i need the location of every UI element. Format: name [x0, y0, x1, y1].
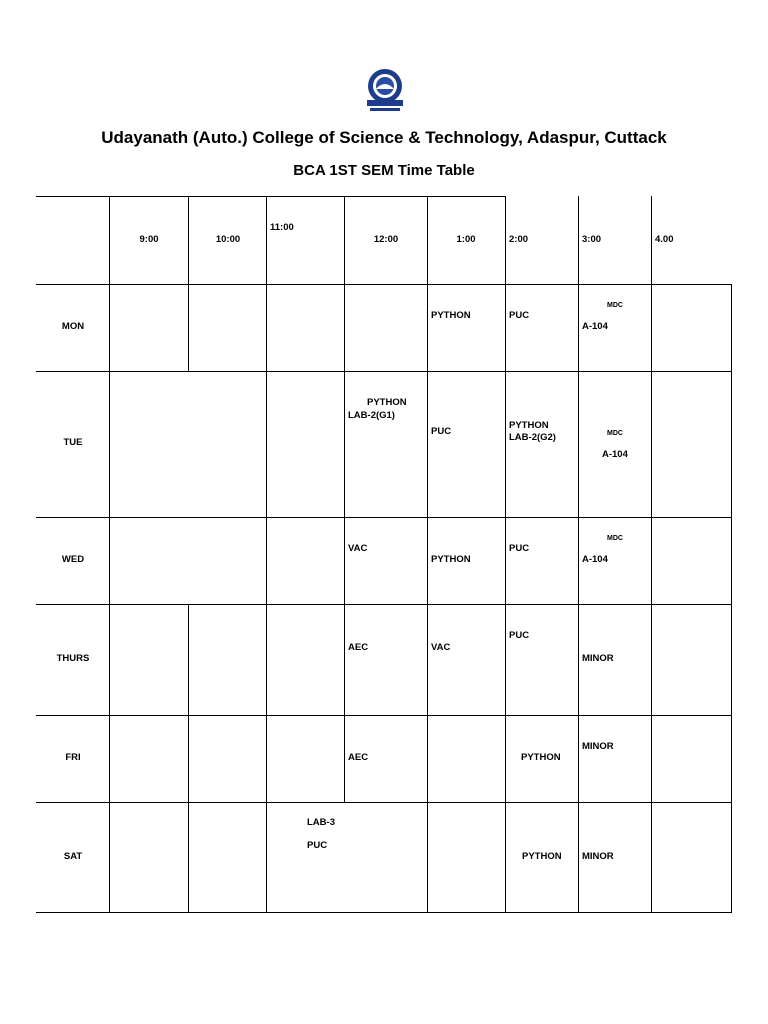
room-label: A-104	[582, 554, 608, 565]
day-label: FRI	[65, 752, 81, 763]
class-entry: AEC	[348, 752, 369, 763]
class-entry: PYTHON	[431, 310, 471, 321]
page-subtitle: BCA 1ST SEM Time Table	[293, 162, 475, 179]
grid-line	[188, 604, 189, 912]
class-entry: PYTHON	[431, 554, 471, 565]
class-entry: LAB-3	[307, 817, 335, 828]
class-entry: PUC	[431, 426, 452, 437]
time-header: 9:00	[139, 234, 159, 245]
class-tag: MDC	[607, 430, 623, 437]
time-header: 4.00	[655, 234, 674, 245]
time-header: 11:00	[270, 222, 294, 233]
day-label: SAT	[63, 851, 83, 862]
page-title: Udayanath (Auto.) College of Science & Technology, Adaspur, Cuttack	[101, 128, 667, 147]
grid-line	[731, 284, 732, 912]
grid-line	[36, 517, 732, 518]
class-entry: LAB-2(G1)	[348, 410, 395, 421]
grid-line	[578, 196, 579, 912]
time-header: 10:00	[215, 234, 241, 245]
time-header: 1:00	[456, 234, 476, 245]
class-entry: PYTHON	[367, 397, 407, 408]
grid-line	[109, 196, 110, 912]
class-tag: MDC	[607, 535, 623, 542]
grid-line	[36, 912, 732, 913]
class-entry: MINOR	[582, 653, 614, 664]
grid-line	[36, 604, 732, 605]
grid-line	[36, 802, 732, 803]
time-header: 12:00	[373, 234, 399, 245]
grid-line	[266, 196, 267, 912]
class-entry: PYTHON	[509, 420, 549, 431]
class-entry: VAC	[431, 642, 451, 653]
class-entry: VAC	[348, 543, 368, 554]
grid-line	[651, 196, 652, 912]
time-header: 2:00	[509, 234, 529, 245]
grid-line	[505, 196, 506, 912]
grid-line	[427, 196, 428, 912]
room-label: A-104	[582, 321, 608, 332]
class-entry: PUC	[509, 630, 530, 641]
day-label: MON	[61, 321, 85, 332]
class-entry: MINOR	[582, 741, 614, 752]
college-logo	[362, 67, 408, 115]
class-entry: AEC	[348, 642, 369, 653]
day-label: WED	[61, 554, 85, 565]
class-entry: PYTHON	[521, 752, 561, 763]
class-entry: PUC	[307, 840, 328, 851]
class-entry: PUC	[509, 543, 530, 554]
grid-line	[36, 284, 732, 285]
grid-line	[36, 715, 732, 716]
time-header: 3:00	[582, 234, 602, 245]
class-entry: PYTHON	[522, 851, 562, 862]
class-entry: PUC	[509, 310, 530, 321]
grid-line	[36, 371, 732, 372]
day-label: THURS	[56, 653, 90, 664]
room-label: A-104	[602, 449, 628, 460]
grid-line	[36, 196, 505, 197]
class-entry: LAB-2(G2)	[509, 432, 556, 443]
day-label: TUE	[63, 437, 83, 448]
grid-line	[344, 196, 345, 802]
grid-line	[188, 196, 189, 371]
class-entry: MINOR	[582, 851, 614, 862]
class-tag: MDC	[607, 302, 623, 309]
